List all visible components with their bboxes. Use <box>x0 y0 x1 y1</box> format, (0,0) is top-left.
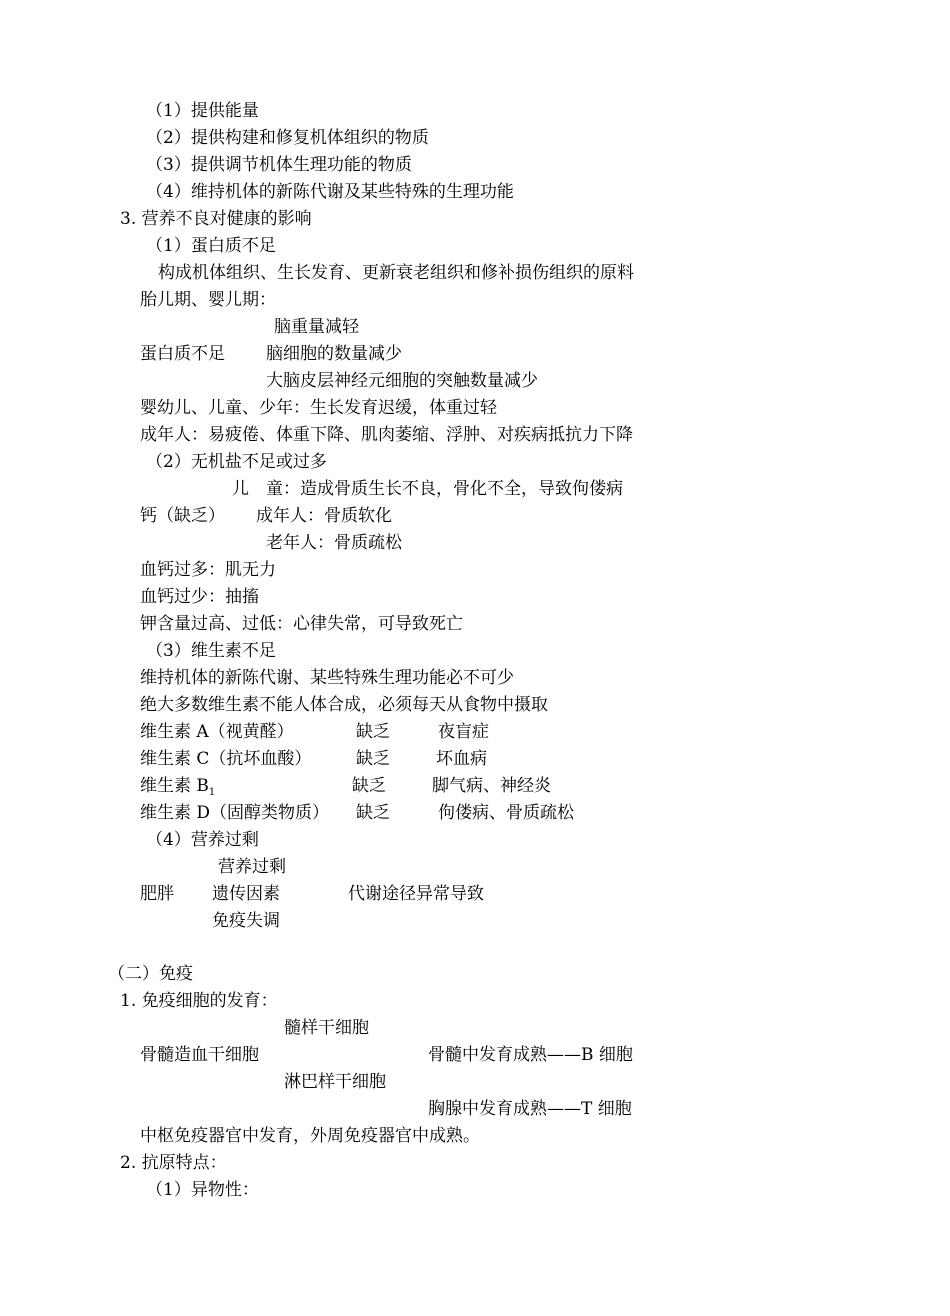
function-2: （2）提供构建和修复机体组织的物质 <box>146 128 429 148</box>
vitamin-c-lack: 缺乏 <box>356 749 390 769</box>
foreignness: （1）异物性： <box>146 1180 259 1200</box>
cause-overnutrition: 营养过剩 <box>218 857 286 877</box>
vitamin-a-lack: 缺乏 <box>356 722 390 742</box>
vitamin-b1-name <box>140 775 215 804</box>
cause-genetic-note: 代谢途径异常导致 <box>348 884 484 904</box>
b-cell-maturation: 骨髓中发育成熟——B 细胞 <box>428 1045 633 1065</box>
vitamin-b1-subscript: 1 <box>208 787 216 798</box>
protein-desc: 构成机体组织、生长发育、更新衰老组织和修补损伤组织的原料 <box>158 263 634 283</box>
t-cell-maturation: 胸腺中发育成熟——T 细胞 <box>428 1099 632 1119</box>
calcium-label: 钙（缺乏） <box>140 506 225 526</box>
vitamin-c-name: 维生素 C（抗坏血酸） <box>140 749 312 769</box>
cause-genetic: 遗传因素 <box>212 884 280 904</box>
cause-immune: 免疫失调 <box>212 911 280 931</box>
lymphoid-stem-cell: 淋巴样干细胞 <box>284 1072 386 1092</box>
vitamins-title: （3）维生素不足 <box>146 641 276 661</box>
protein-deficit-label: 蛋白质不足 <box>140 344 225 364</box>
protein-title: （1）蛋白质不足 <box>146 236 276 256</box>
low-calcium: 血钙过少：抽搐 <box>140 587 259 607</box>
vitamin-d-name: 维生素 D（固醇类物质） <box>140 803 330 823</box>
adult-effect: 成年人：易疲倦、体重下降、肌肉萎缩、浮肿、对疾病抵抗力下降 <box>140 425 633 445</box>
vitamin-d-lack: 缺乏 <box>356 803 390 823</box>
immunity-heading: （二）免疫 <box>108 964 193 984</box>
brain-synapses: 大脑皮层神经元细胞的突触数量减少 <box>266 371 538 391</box>
high-calcium: 血钙过多：肌无力 <box>140 560 276 580</box>
potassium: 钾含量过高、过低：心律失常，可导致死亡 <box>140 614 463 634</box>
vitamin-a-name: 维生素 A（视黄醛） <box>140 722 294 742</box>
calcium-adult: 成年人：骨质软化 <box>256 506 392 526</box>
child-effect: 婴幼儿、儿童、少年：生长发育迟缓，体重过轻 <box>140 398 497 418</box>
function-1: （1）提供能量 <box>146 101 259 121</box>
vitamin-c-disease: 坏血病 <box>436 749 487 769</box>
minerals-title: （2）无机盐不足或过多 <box>146 452 327 472</box>
calcium-elderly: 老年人：骨质疏松 <box>266 533 402 553</box>
function-4: （4）维持机体的新陈代谢及某些特殊的生理功能 <box>146 182 514 202</box>
vitamins-line-2: 绝大多数维生素不能人体合成，必须每天从食物中摄取 <box>140 695 548 715</box>
vitamin-b1-lack: 缺乏 <box>352 776 386 796</box>
brain-cells: 脑细胞的数量减少 <box>266 344 402 364</box>
hematopoietic-stem-cell: 骨髓造血干细胞 <box>140 1045 259 1065</box>
obesity-label: 肥胖 <box>140 884 174 904</box>
vitamin-d-disease: 佝偻病、骨质疏松 <box>438 803 574 823</box>
fetal-label: 胎儿期、婴儿期： <box>140 290 276 310</box>
vitamins-line-1: 维持机体的新陈代谢、某些特殊生理功能必不可少 <box>140 668 514 688</box>
immunity-summary: 中枢免疫器官中发育，外周免疫器官中成熟。 <box>140 1126 480 1146</box>
function-3: （3）提供调节机体生理功能的物质 <box>146 155 412 175</box>
vitamin-b1-disease: 脚气病、神经炎 <box>432 776 551 796</box>
myeloid-stem-cell: 髓样干细胞 <box>284 1018 369 1038</box>
brain-weight: 脑重量减轻 <box>274 317 359 337</box>
vitamin-a-disease: 夜盲症 <box>438 722 489 742</box>
vitamin-b1-label: 维生素 B <box>140 776 209 796</box>
immunity-item-1: 1. 免疫细胞的发育： <box>120 991 278 1011</box>
calcium-child: 儿 童：造成骨质生长不良，骨化不全，导致佝偻病 <box>232 479 623 499</box>
heading-malnutrition: 3. 营养不良对健康的影响 <box>120 209 312 229</box>
overnutrition-title: （4）营养过剩 <box>146 830 259 850</box>
immunity-item-2: 2. 抗原特点： <box>120 1153 227 1173</box>
